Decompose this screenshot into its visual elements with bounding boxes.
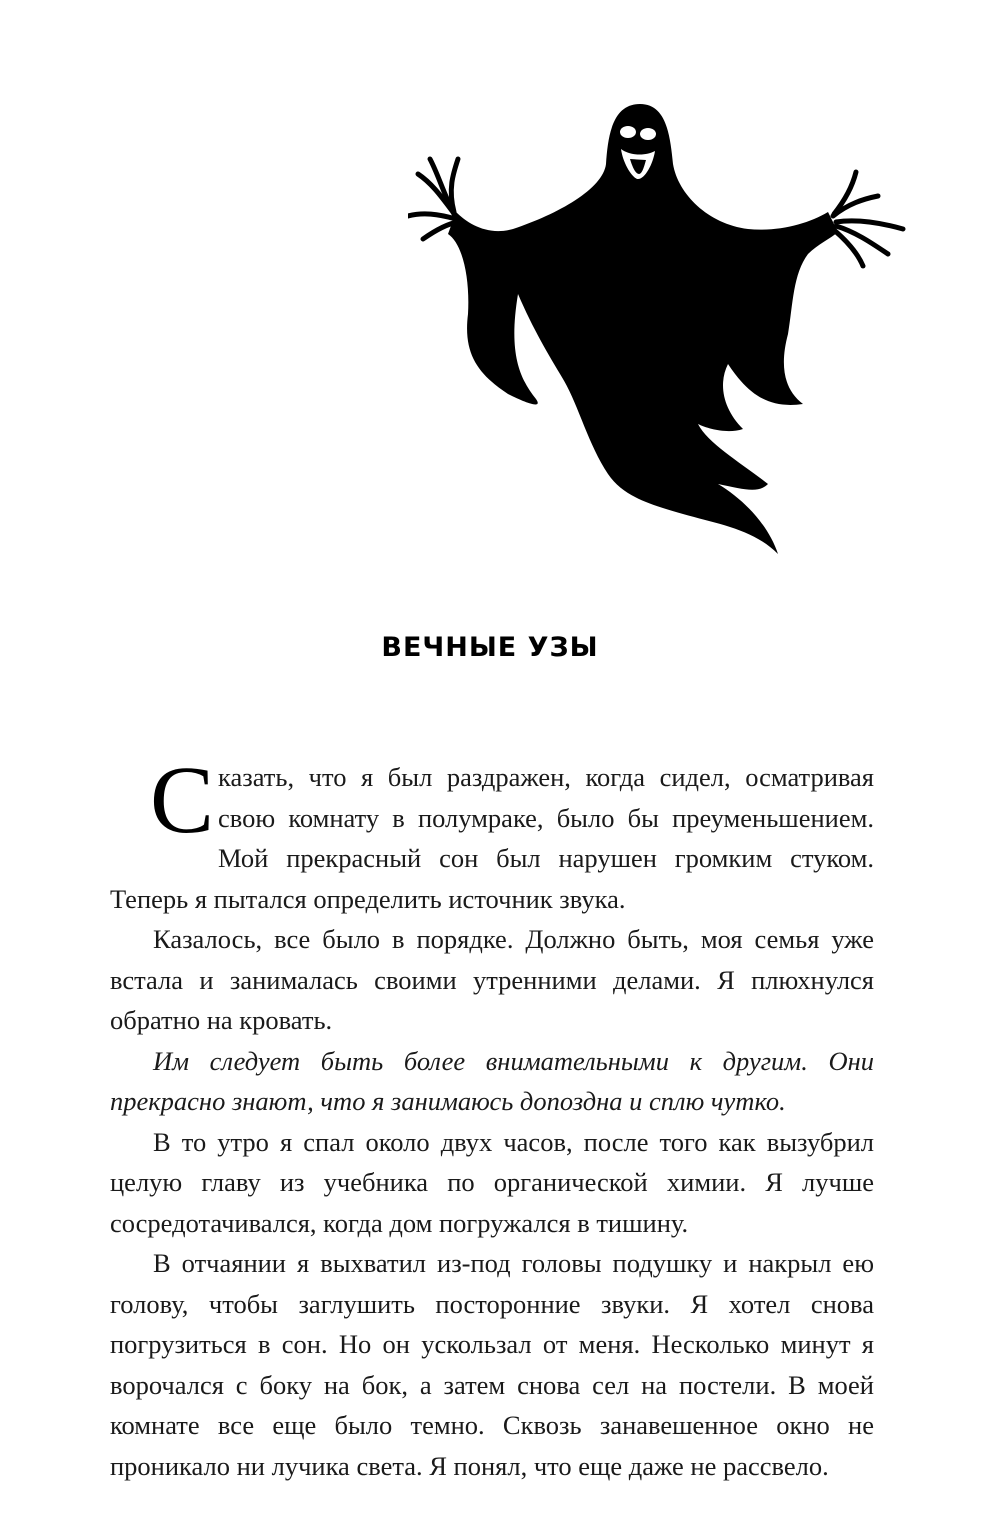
chapter-body xyxy=(110,746,874,1486)
paragraph-italic-thought: Им следует быть более внимательными к другим. Они прекрасно знают, что я занимаюсь допоздна и сплю чутко. xyxy=(110,1045,874,1116)
ghost-right-eye xyxy=(640,128,656,140)
paragraph: Казалось, все было в порядке. Должно быть, моя семья уже встала и занималась своими утренними делами. Я плюхнулся обратно на кровать. xyxy=(110,924,874,1035)
drop-cap: С xyxy=(150,746,215,853)
paragraph: В то утро я спал около двух часов, после того как вызубрил целую главу из учебника по органической химии. Я лучше сосредотачивался, когда дом погружался в тишину. xyxy=(110,1126,874,1238)
paragraph-text: казать, что я был раздражен, когда сидел, осматривая свою комнату в полумраке, было бы преуменьшением. Мой прекрасный сон был нарушен громким стуком. Теперь я пытался определить источник звука. xyxy=(110,762,874,914)
chapter-title: ВЕЧНЫЕ УЗЫ xyxy=(381,632,599,663)
ghost-left-eye xyxy=(620,126,636,138)
paragraph xyxy=(110,746,874,919)
paragraph: В отчаянии я выхватил из-под головы подушку и накрыл ею голову, чтобы заглушить посторонние звуки. Я хотел снова погрузиться в сон. Но он ускользал от меня. Несколько минут я ворочался с боку на бок, а затем снова сел на постели. В моей комнате все еще было темно. Сквозь занавешенное окно не проникало ни лучика света. Я понял, что еще даже не рассвело. xyxy=(110,1248,874,1481)
ghost-illustration xyxy=(408,104,918,554)
ghost-right-hand xyxy=(833,172,903,266)
ghost-left-hand xyxy=(408,159,458,239)
